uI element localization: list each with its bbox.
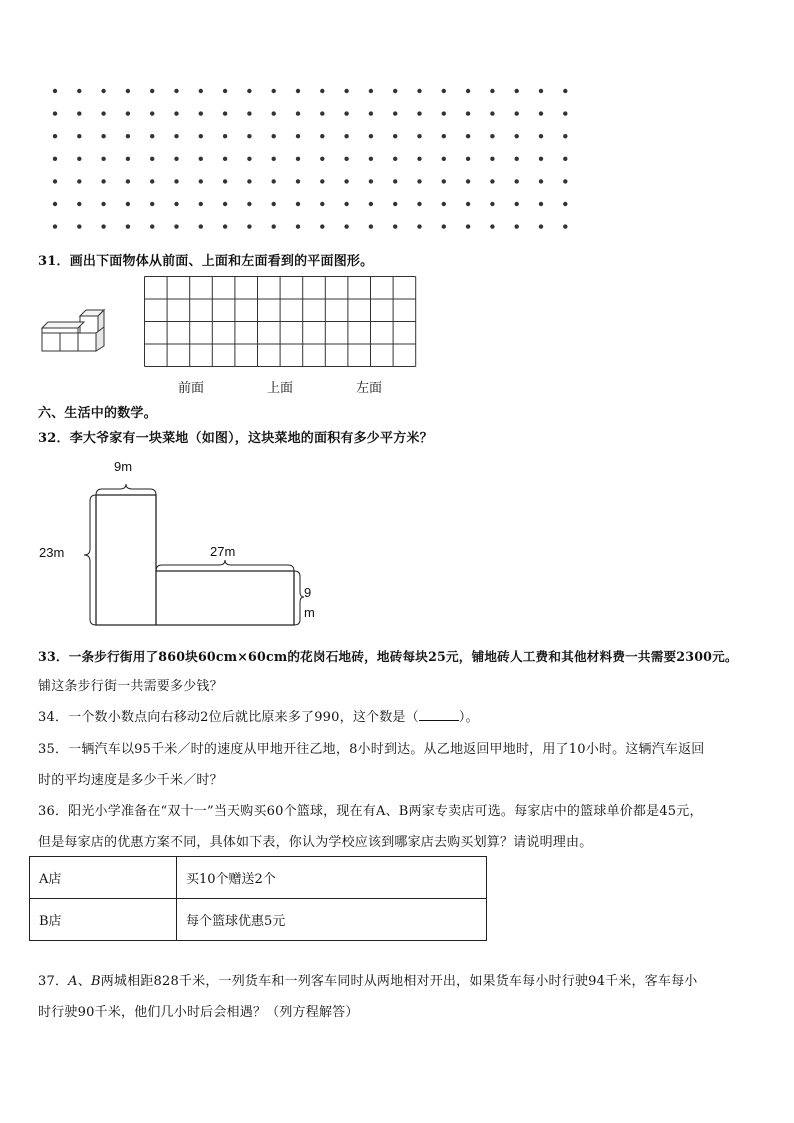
grid-dot — [272, 111, 276, 115]
grid-dot — [417, 224, 421, 228]
grid-dot — [126, 111, 130, 115]
grid-dot — [223, 224, 227, 228]
grid-dot — [150, 134, 154, 138]
grid-dot — [417, 111, 421, 115]
question-34-text — [38, 706, 479, 725]
grid-dot — [199, 179, 203, 183]
label-left-view: 左面 — [356, 381, 383, 396]
grid-dot — [563, 202, 567, 206]
grid-dot — [369, 224, 373, 228]
grid-dot — [150, 202, 154, 206]
grid-dot — [417, 89, 421, 93]
grid-dot — [77, 202, 81, 206]
grid-dot — [247, 111, 251, 115]
dim-bottom-length: 27m — [210, 544, 236, 559]
grid-dot — [515, 157, 519, 161]
grid-dot — [53, 134, 57, 138]
grid-dot — [393, 224, 397, 228]
grid-dot — [344, 89, 348, 93]
grid-dot — [101, 202, 105, 206]
grid-dot — [296, 157, 300, 161]
grid-dot — [466, 157, 470, 161]
grid-dot — [490, 89, 494, 93]
grid-dot — [442, 89, 446, 93]
grid-dot — [296, 202, 300, 206]
grid-dot — [126, 134, 130, 138]
grid-dot — [174, 89, 178, 93]
grid-dot — [344, 134, 348, 138]
grid-dot — [563, 157, 567, 161]
store-offer-table — [29, 856, 487, 941]
grid-dot — [490, 157, 494, 161]
grid-dot — [272, 179, 276, 183]
grid-dot — [442, 111, 446, 115]
grid-dot — [442, 179, 446, 183]
grid-dot — [150, 89, 154, 93]
question-32-text: 32．李大爷家有一块菜地（如图），这块菜地的面积有多少平方米？ — [38, 431, 433, 446]
grid-dot — [393, 89, 397, 93]
grid-dot — [174, 157, 178, 161]
grid-dot — [199, 111, 203, 115]
grid-dot — [150, 111, 154, 115]
question-33-line-2: 铺这条步行街一共需要多少钱？ — [38, 679, 223, 694]
grid-dot — [320, 89, 324, 93]
grid-dot — [223, 89, 227, 93]
grid-dot — [272, 134, 276, 138]
question-34-after: ）。 — [458, 710, 479, 725]
grid-dot — [247, 89, 251, 93]
grid-dot — [563, 111, 567, 115]
grid-dot — [393, 202, 397, 206]
grid-dot — [272, 224, 276, 228]
grid-dot — [247, 157, 251, 161]
grid-dot — [539, 224, 543, 228]
grid-dot — [296, 224, 300, 228]
grid-dot — [174, 202, 178, 206]
grid-dot — [101, 89, 105, 93]
grid-dot — [199, 89, 203, 93]
grid-dot — [539, 179, 543, 183]
grid-dot — [77, 179, 81, 183]
grid-dot — [272, 202, 276, 206]
grid-dot — [223, 134, 227, 138]
grid-dot — [417, 179, 421, 183]
grid-dot — [563, 134, 567, 138]
grid-dot — [442, 134, 446, 138]
grid-dot — [126, 202, 130, 206]
grid-dot — [296, 179, 300, 183]
grid-dot — [199, 134, 203, 138]
grid-dot — [296, 89, 300, 93]
store-name-cell: B店 — [30, 899, 177, 941]
grid-dot — [515, 89, 519, 93]
grid-dot — [320, 202, 324, 206]
grid-dot — [442, 157, 446, 161]
grid-dot — [563, 224, 567, 228]
grid-dot — [53, 179, 57, 183]
grid-dot — [126, 89, 130, 93]
grid-dot — [515, 111, 519, 115]
question-36-line-1: 36．阳光小学准备在“双十一”当天购买60个篮球，现在有A、B两家专卖店可选。每家店中的篮球单价都是45元， — [38, 804, 703, 819]
dim-left-height: 23m — [39, 545, 65, 560]
grid-dot — [199, 224, 203, 228]
grid-dot — [515, 134, 519, 138]
question-33-line-1: 33．一条步行街用了860块60cm×60cm的花岗石地砖，地砖每块25元，铺地砖人工费和其他材料费一共需要2300元。 — [38, 649, 738, 664]
table-row — [30, 899, 487, 941]
grid-dot — [223, 111, 227, 115]
grid-dot — [296, 111, 300, 115]
question-35-line-2: 时的平均速度是多少千米／时？ — [38, 773, 223, 788]
grid-dot — [77, 157, 81, 161]
grid-dot — [539, 89, 543, 93]
grid-dot — [101, 157, 105, 161]
grid-dot — [101, 179, 105, 183]
grid-dot — [199, 202, 203, 206]
label-top-view: 上面 — [267, 381, 294, 396]
grid-dot — [77, 224, 81, 228]
grid-dot — [150, 179, 154, 183]
grid-dot — [53, 202, 57, 206]
store-offer-cell: 每个篮球优惠5元 — [177, 899, 487, 941]
grid-dot — [247, 224, 251, 228]
grid-dot — [369, 179, 373, 183]
grid-dot — [223, 202, 227, 206]
grid-dot — [174, 134, 178, 138]
grid-dot — [53, 224, 57, 228]
grid-dot — [53, 89, 57, 93]
drawing-grid — [144, 276, 417, 370]
grid-dot — [126, 157, 130, 161]
grid-dot — [466, 202, 470, 206]
question-37-line-1 — [38, 970, 697, 989]
question-31-text: 31．画出下面物体从前面、上面和左面看到的平面图形。 — [38, 254, 374, 269]
dim-right-height-unit: m — [304, 605, 315, 620]
grid-dot — [150, 224, 154, 228]
grid-dot — [320, 134, 324, 138]
grid-dot — [174, 179, 178, 183]
grid-dot — [344, 224, 348, 228]
grid-dot — [344, 179, 348, 183]
grid-dot — [53, 157, 57, 161]
grid-dot — [174, 111, 178, 115]
grid-dot — [77, 134, 81, 138]
grid-dot — [393, 134, 397, 138]
grid-dot — [490, 224, 494, 228]
grid-dot — [126, 179, 130, 183]
grid-dot — [393, 111, 397, 115]
grid-dot — [417, 202, 421, 206]
grid-dot — [77, 89, 81, 93]
city-b: B — [90, 974, 101, 989]
grid-dot — [344, 157, 348, 161]
grid-dot — [515, 179, 519, 183]
grid-dot — [77, 111, 81, 115]
grid-dot — [101, 111, 105, 115]
grid-dot — [539, 111, 543, 115]
grid-dot — [539, 134, 543, 138]
grid-dot — [296, 134, 300, 138]
question-37-line-1-rest: 两城相距828千米，一列货车和一列客车同时从两地相对开出，如果货车每小时行驶94千米，客车每小 — [100, 974, 698, 989]
label-front-view: 前面 — [178, 381, 205, 396]
store-name-cell: A店 — [30, 857, 177, 899]
grid-dot — [320, 111, 324, 115]
grid-dot — [369, 157, 373, 161]
grid-dot — [515, 224, 519, 228]
grid-dot — [53, 111, 57, 115]
question-37-number: 37． — [38, 974, 69, 989]
answer-blank[interactable] — [419, 709, 459, 721]
grid-dot — [320, 179, 324, 183]
grid-dot — [272, 157, 276, 161]
grid-dot — [515, 202, 519, 206]
grid-dot — [539, 157, 543, 161]
cube-solid-figure — [38, 303, 108, 355]
section-6-heading: 六、生活中的数学。 — [38, 406, 157, 421]
store-offer-cell: 买10个赠送2个 — [177, 857, 487, 899]
grid-dot — [466, 179, 470, 183]
table-row — [30, 857, 487, 899]
city-a: A — [68, 974, 78, 989]
grid-dot — [174, 224, 178, 228]
grid-dot — [369, 89, 373, 93]
question-36-line-2: 但是每家店的优惠方案不同，具体如下表，你认为学校应该到哪家店去购买划算？请说明理由。 — [38, 835, 593, 850]
separator: 、 — [77, 974, 91, 989]
grid-dot — [539, 202, 543, 206]
garden-plot-figure — [30, 455, 330, 635]
dot-grid — [40, 80, 585, 240]
grid-dot — [466, 111, 470, 115]
grid-dot — [369, 111, 373, 115]
grid-dot — [417, 134, 421, 138]
grid-dot — [247, 202, 251, 206]
grid-dot — [199, 157, 203, 161]
dim-top-width: 9m — [114, 459, 133, 474]
grid-dot — [466, 89, 470, 93]
grid-dot — [417, 157, 421, 161]
grid-dot — [563, 179, 567, 183]
grid-dot — [344, 202, 348, 206]
grid-dot — [490, 134, 494, 138]
question-34-before: 34．一个数小数点向右移动2位后就比原来多了990，这个数是（ — [38, 710, 419, 725]
grid-dot — [272, 89, 276, 93]
grid-dot — [466, 224, 470, 228]
grid-dot — [442, 224, 446, 228]
grid-dot — [369, 202, 373, 206]
grid-dot — [393, 179, 397, 183]
grid-dot — [126, 224, 130, 228]
question-37-line-2: 时行驶90千米，他们几小时后会相遇？（列方程解答） — [38, 1005, 359, 1020]
grid-dot — [344, 111, 348, 115]
grid-dot — [101, 134, 105, 138]
grid-dot — [490, 111, 494, 115]
grid-dot — [150, 157, 154, 161]
grid-dot — [223, 157, 227, 161]
grid-dot — [223, 179, 227, 183]
grid-dot — [490, 202, 494, 206]
grid-dot — [442, 202, 446, 206]
dim-right-height-number: 9 — [304, 585, 312, 600]
grid-dot — [320, 157, 324, 161]
grid-dot — [393, 157, 397, 161]
grid-dot — [490, 179, 494, 183]
grid-dot — [369, 134, 373, 138]
grid-dot — [563, 89, 567, 93]
grid-dot — [247, 179, 251, 183]
grid-dot — [466, 134, 470, 138]
grid-dot — [247, 134, 251, 138]
question-35-line-1: 35．一辆汽车以95千米／时的速度从甲地开往乙地，8小时到达。从乙地返回甲地时，用了10小时。这辆汽车返回 — [38, 742, 705, 757]
grid-dot — [101, 224, 105, 228]
grid-dot — [320, 224, 324, 228]
